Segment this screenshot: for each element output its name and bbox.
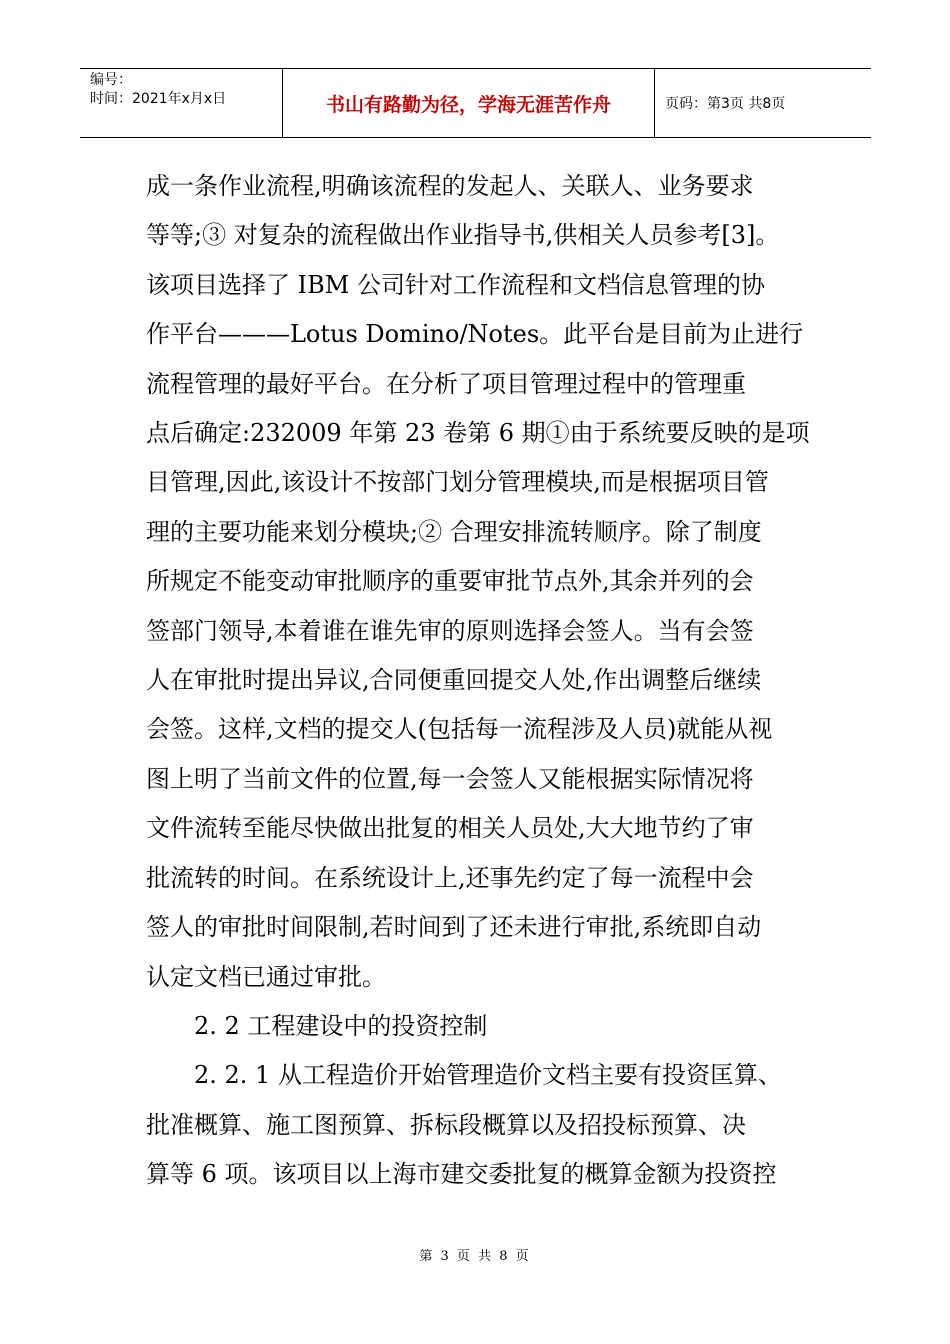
text-line: 图上明了当前文件的位置,每一会签人又能根据实际情况将: [146, 764, 754, 793]
header-page-info: 页码：第3页 共8页: [665, 96, 786, 112]
text-line: 该项目选择了 IBM 公司针对工作流程和文档信息管理的协: [146, 270, 765, 299]
text-line: 目管理,因此,该设计不按部门划分管理模块,而是根据项目管: [146, 468, 769, 497]
text-line: 人在审批时提出异议,合同便重回提交人处,作出调整后继续: [146, 666, 762, 695]
text-line: 等等;③ 对复杂的流程做出作业指导书,供相关人员参考[3]。: [146, 221, 780, 250]
subsection-paragraph: [146, 1051, 836, 1199]
section-heading: 2. 2 工程建设中的投资控制: [194, 1011, 488, 1040]
text-line: 文件流转至能尽快做出批复的相关人员处,大大地节约了审: [146, 814, 754, 843]
text-line: 2. 2. 1 从工程造价开始管理造价文档主要有投资匡算、: [194, 1061, 782, 1090]
text-line: 批流转的时间。在系统设计上,还事先约定了每一流程中会: [146, 863, 754, 892]
text-line: 签部门领导,本着谁在谁先审的原则选择会签人。当有会签: [146, 616, 754, 645]
body-paragraph: [146, 162, 836, 1002]
text-line: 理的主要功能来划分模块;② 合理安排流转顺序。除了制度: [146, 517, 762, 546]
text-line: 所规定不能变动审批顺序的重要审批节点外,其余并列的会: [146, 567, 754, 596]
date-label: 时间：2021年x月x日: [90, 91, 227, 107]
text-line: 点后确定:232009 年第 23 卷第 6 期①由于系统要反映的是项: [146, 419, 810, 448]
header-motto: 书山有路勤为径，学海无涯苦作舟: [283, 69, 655, 137]
number-label: 编号：: [90, 72, 132, 88]
text-line: 流程管理的最好平台。在分析了项目管理过程中的管理重: [146, 369, 746, 398]
document-header: [80, 68, 871, 138]
document-body: [146, 162, 836, 1200]
text-line: 批准概算、施工图预算、拆标段概算以及招投标预算、决: [146, 1110, 746, 1139]
text-line: 签人的审批时间限制,若时间到了还未进行审批,系统即自动: [146, 913, 762, 942]
text-line: 作平台———Lotus Domino/Notes。此平台是目前为止进行: [146, 320, 804, 349]
header-meta: [80, 69, 283, 137]
text-line: 会签。这样,文档的提交人(包括每一流程涉及人员)就能从视: [146, 715, 773, 744]
page-footer: 第 3 页 共 8 页: [419, 1249, 531, 1264]
text-line: 算等 6 项。该项目以上海市建交委批复的概算金额为投资控: [146, 1160, 777, 1189]
text-line: 成一条作业流程,明确该流程的发起人、关联人、业务要求: [146, 172, 754, 200]
text-line: 认定文档已通过审批。: [146, 962, 386, 991]
